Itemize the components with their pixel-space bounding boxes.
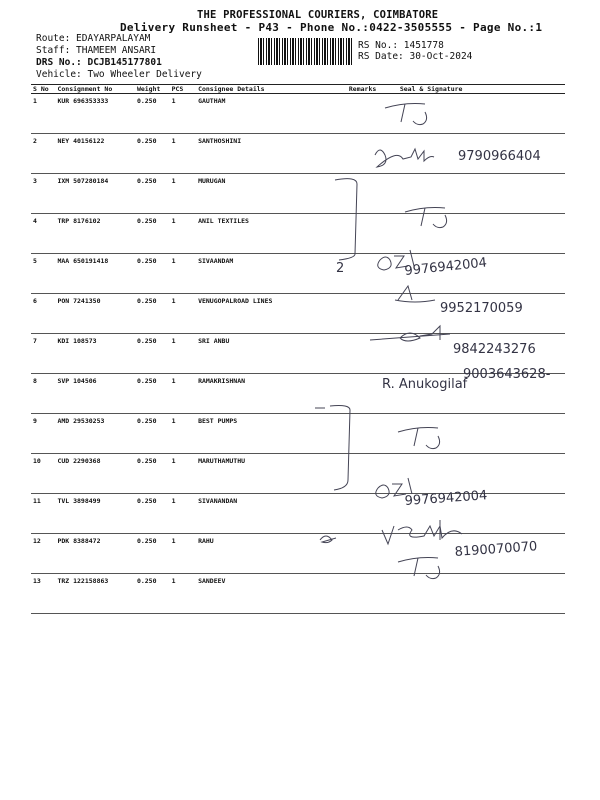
cell-signature (398, 494, 565, 534)
cell-sno: 9 (31, 414, 55, 454)
col-consignee: Consignee Details (196, 85, 347, 94)
cell-sno: 12 (31, 534, 55, 574)
table-row (31, 134, 565, 174)
cell-sno: 10 (31, 454, 55, 494)
cell-consignment: TRP 8176102 (55, 214, 134, 254)
phone-7: 9842243276 (453, 342, 536, 357)
cell-pcs: 1 (170, 494, 196, 534)
col-sno: S No (31, 85, 55, 94)
cell-sno: 6 (31, 294, 55, 334)
cell-consignment: KDI 108573 (55, 334, 134, 374)
cell-remarks (347, 294, 398, 334)
cell-weight: 0.250 (135, 574, 170, 614)
col-signature: Seal & Signature (398, 85, 565, 94)
col-consignment: Consignment No (55, 85, 134, 94)
col-weight: Weight (135, 85, 170, 94)
cell-pcs: 1 (170, 334, 196, 374)
runsheet-table (31, 84, 565, 614)
cell-consignment: MAA 650191418 (55, 254, 134, 294)
cell-weight: 0.250 (135, 534, 170, 574)
cell-consignment: PON 7241350 (55, 294, 134, 334)
cell-consignment: SVP 104506 (55, 374, 134, 414)
cell-consignee: GAUTHAM (196, 94, 347, 134)
cell-remarks (347, 254, 398, 294)
cell-remarks (347, 534, 398, 574)
cell-signature (398, 174, 565, 214)
cell-sno: 5 (31, 254, 55, 294)
cell-remarks (347, 454, 398, 494)
cell-consignee: SANTHOSHINI (196, 134, 347, 174)
cell-consignee: RAHU (196, 534, 347, 574)
cell-sno: 7 (31, 334, 55, 374)
rs-date: RS Date: 30-Oct-2024 (358, 51, 473, 62)
cell-signature (398, 134, 565, 174)
table-row (31, 414, 565, 454)
table-row (31, 494, 565, 534)
runsheet-title: Delivery Runsheet - P43 - Phone No.:0422-3505555 - Page No.:1 (120, 21, 543, 34)
cell-pcs: 1 (170, 454, 196, 494)
phone-6: 9952170059 (440, 301, 523, 316)
cell-consignment: CUD 2290368 (55, 454, 134, 494)
cell-sno: 8 (31, 374, 55, 414)
cell-weight: 0.250 (135, 214, 170, 254)
cell-weight: 0.250 (135, 94, 170, 134)
phone-11: 9976942004 (404, 488, 488, 509)
cell-signature (398, 414, 565, 454)
cell-pcs: 1 (170, 534, 196, 574)
phone-12: 8190070070 (454, 539, 538, 560)
cell-weight: 0.250 (135, 174, 170, 214)
cell-weight: 0.250 (135, 494, 170, 534)
cell-consignee: MARUTHAMUTHU (196, 454, 347, 494)
cell-consignee: VENUGOPALROAD LINES (196, 294, 347, 334)
cell-signature (398, 534, 565, 574)
cell-consignee: SRI ANBU (196, 334, 347, 374)
cell-signature (398, 334, 565, 374)
cell-weight: 0.250 (135, 334, 170, 374)
cell-pcs: 1 (170, 214, 196, 254)
name-8: R. Anukogilaf (382, 377, 468, 392)
cell-signature (398, 214, 565, 254)
cell-signature (398, 94, 565, 134)
cell-consignment: IXM 507280184 (55, 174, 134, 214)
cell-signature (398, 454, 565, 494)
cell-remarks (347, 374, 398, 414)
cell-pcs: 1 (170, 134, 196, 174)
staff-label: Staff: THAMEEM ANSARI (36, 45, 157, 56)
cell-signature (398, 254, 565, 294)
cell-consignee: ANIL TEXTILES (196, 214, 347, 254)
cell-sno: 1 (31, 94, 55, 134)
cell-consignment: AMD 29530253 (55, 414, 134, 454)
cell-consignee: MURUGAN (196, 174, 347, 214)
cell-signature (398, 574, 565, 614)
cell-sno: 2 (31, 134, 55, 174)
cell-pcs: 1 (170, 294, 196, 334)
table-row (31, 254, 565, 294)
cell-consignee: SIVAANDAM (196, 254, 347, 294)
cell-consignee: BEST PUMPS (196, 414, 347, 454)
cell-weight: 0.250 (135, 454, 170, 494)
phone-5: 9976942004 (403, 255, 488, 279)
barcode-image (258, 38, 352, 65)
company-name: THE PROFESSIONAL COURIERS, COIMBATORE (197, 9, 439, 21)
cell-pcs: 1 (170, 254, 196, 294)
cell-pcs: 1 (170, 94, 196, 134)
cell-remarks (347, 94, 398, 134)
col-remarks: Remarks (347, 85, 398, 94)
cell-remarks (347, 134, 398, 174)
cell-weight: 0.250 (135, 254, 170, 294)
cell-consignment: TRZ 122158863 (55, 574, 134, 614)
route-label: Route: EDAYARPALAYAM (36, 33, 151, 44)
table-row (31, 574, 565, 614)
cell-weight: 0.250 (135, 134, 170, 174)
cell-weight: 0.250 (135, 374, 170, 414)
cell-consignee: SANDEEV (196, 574, 347, 614)
vehicle-label: Vehicle: Two Wheeler Delivery (36, 69, 202, 80)
cell-sno: 13 (31, 574, 55, 614)
cell-signature (398, 374, 565, 414)
cell-remarks (347, 574, 398, 614)
table-header-row (31, 85, 565, 94)
cell-weight: 0.250 (135, 414, 170, 454)
cell-consignment: PDK 8388472 (55, 534, 134, 574)
table-row (31, 94, 565, 134)
table-row (31, 174, 565, 214)
cell-consignment: KUR 696353333 (55, 94, 134, 134)
cell-sno: 3 (31, 174, 55, 214)
cell-remarks (347, 214, 398, 254)
cell-consignee: RAMAKRISHNAN (196, 374, 347, 414)
cell-sno: 11 (31, 494, 55, 534)
cell-consignment: TVL 3898499 (55, 494, 134, 534)
cell-pcs: 1 (170, 174, 196, 214)
drs-number: DRS No.: DCJB145177801 (36, 57, 162, 68)
cell-remarks (347, 494, 398, 534)
cell-consignee: SIVANANDAN (196, 494, 347, 534)
cell-remarks (347, 334, 398, 374)
cell-pcs: 1 (170, 414, 196, 454)
rs-number: RS No.: 1451778 (358, 40, 444, 51)
cell-weight: 0.250 (135, 294, 170, 334)
table-row (31, 454, 565, 494)
cell-remarks (347, 414, 398, 454)
cell-remarks (347, 174, 398, 214)
table-row (31, 214, 565, 254)
table-row (31, 534, 565, 574)
phone-8: 9003643628- (463, 367, 551, 382)
cell-pcs: 1 (170, 574, 196, 614)
cell-pcs: 1 (170, 374, 196, 414)
col-pcs: PCS (170, 85, 196, 94)
cell-signature (398, 294, 565, 334)
table-row (31, 294, 565, 334)
cell-sno: 4 (31, 214, 55, 254)
table-row (31, 374, 565, 414)
cell-consignment: NEY 40156122 (55, 134, 134, 174)
mark-2: 2 (336, 261, 345, 276)
table-row (31, 334, 565, 374)
phone-2: 9790966404 (458, 149, 541, 164)
